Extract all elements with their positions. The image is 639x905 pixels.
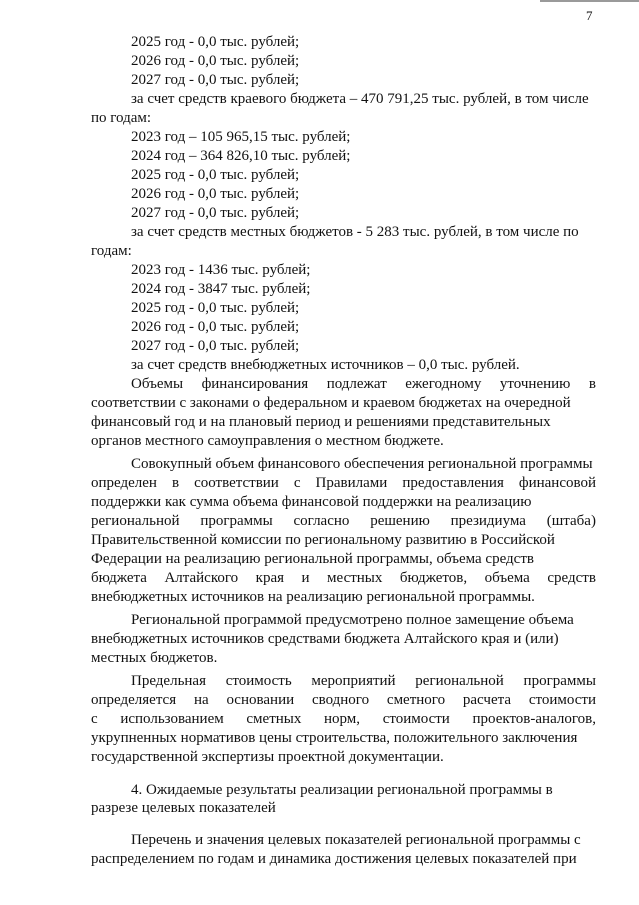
text-line: по годам: (91, 110, 152, 126)
word: финансирования (201, 376, 309, 392)
word: предоставления (402, 475, 504, 491)
word: Предельная (131, 673, 206, 689)
section-heading-continuation: разрезе целевых показателей (91, 800, 276, 816)
word: Объемы (131, 376, 184, 392)
text-line-justified (91, 569, 596, 588)
text-line-justified (91, 474, 596, 493)
text-line: укрупненных нормативов цены строительства, положительного заключения (91, 730, 578, 746)
text-line: Региональной программой предусмотрено полное замещение объема (131, 612, 574, 628)
word: местных (327, 570, 383, 586)
text-line: 2026 год - 0,0 тыс. рублей; (131, 186, 300, 202)
page-number: 7 (586, 8, 593, 23)
document-body (91, 33, 596, 869)
word: в (171, 475, 180, 491)
word: сводного (311, 692, 370, 708)
text-line: за счет средств краевого бюджета – 470 791,25 тыс. рублей, в том числе (131, 91, 589, 107)
text-line: Перечень и значения целевых показателей региональной программы с (131, 832, 581, 848)
word: использованием (120, 711, 224, 727)
text-line-justified (91, 672, 596, 691)
text-line: 2027 год - 0,0 тыс. рублей; (131, 72, 300, 88)
word: в (588, 376, 596, 392)
word: сметных (246, 711, 302, 727)
word: проектов-аналогов, (472, 711, 596, 727)
text-line: 2025 год - 0,0 тыс. рублей; (131, 34, 300, 50)
text-line: распределением по годам и динамика достижения целевых показателей при (91, 851, 577, 867)
word: норм, (324, 711, 361, 727)
text-line: 2023 год – 105 965,15 тыс. рублей; (131, 129, 351, 145)
word: с (91, 711, 98, 727)
word: президиума (450, 513, 526, 529)
text-line: 2023 год - 1436 тыс. рублей; (131, 262, 311, 278)
word: сметного (386, 692, 446, 708)
text-line: местных бюджетов. (91, 650, 218, 666)
word: Правилами (315, 475, 388, 491)
text-line-justified (91, 512, 596, 531)
word: программы (523, 673, 596, 689)
text-line-justified (91, 710, 596, 729)
text-line: финансовый год и на плановый период и решениями представительных (91, 414, 551, 430)
text-line-justified (91, 691, 596, 710)
text-line: 2026 год - 0,0 тыс. рублей; (131, 53, 300, 69)
text-line: годам: (91, 243, 132, 259)
text-line: за счет средств местных бюджетов - 5 283 тыс. рублей, в том числе по (131, 224, 579, 240)
word: бюджетов, (399, 570, 468, 586)
text-line: 2026 год - 0,0 тыс. рублей; (131, 319, 300, 335)
text-line: органов местного самоуправления о местном бюджете. (91, 433, 444, 449)
text-line: внебюджетных источников средствами бюджета Алтайского края и (или) (91, 631, 559, 647)
word: стоимости (528, 692, 596, 708)
section-heading: 4. Ожидаемые результаты реализации региональной программы в (131, 782, 553, 798)
text-line-justified (91, 375, 596, 394)
text-line: внебюджетных источников на реализацию региональной программы. (91, 589, 535, 605)
text-line: Федерации на реализацию региональной программы, объема средств (91, 551, 534, 567)
text-line: 2025 год - 0,0 тыс. рублей; (131, 300, 300, 316)
word: ежегодному (405, 376, 482, 392)
word: расчета (462, 692, 512, 708)
text-line: 2027 год - 0,0 тыс. рублей; (131, 338, 300, 354)
text-line: 2024 год - 3847 тыс. рублей; (131, 281, 311, 297)
text-line: за счет средств внебюджетных источников – 0,0 тыс. рублей. (131, 357, 520, 373)
text-line: 2024 год – 364 826,10 тыс. рублей; (131, 148, 351, 164)
word: бюджета (91, 570, 147, 586)
word: стоимость (225, 673, 292, 689)
word: на (193, 692, 209, 708)
text-line: Совокупный объем финансового обеспечения региональной программы (131, 456, 593, 472)
word: региональной (91, 513, 180, 529)
text-line: 2025 год - 0,0 тыс. рублей; (131, 167, 300, 183)
word: стоимости (382, 711, 450, 727)
text-line: поддержки как сумма объема финансовой поддержки на реализацию (91, 494, 532, 510)
text-line: государственной экспертизы проектной документации. (91, 749, 444, 765)
word: края (255, 570, 285, 586)
word: определяется (91, 692, 177, 708)
word: объема (484, 570, 530, 586)
word: программы (200, 513, 273, 529)
word: и (301, 570, 310, 586)
word: решению (370, 513, 430, 529)
word: определен (91, 475, 157, 491)
text-line: Правительственной комиссии по региональному развитию в Российской (91, 532, 555, 548)
word: подлежат (326, 376, 387, 392)
word: основании (226, 692, 295, 708)
top-rule (540, 0, 639, 2)
word: согласно (293, 513, 350, 529)
text-line: 2027 год - 0,0 тыс. рублей; (131, 205, 300, 221)
word: уточнению (499, 376, 571, 392)
text-line: соответствии с законами о федеральном и краевом бюджетах на очередной (91, 395, 571, 411)
word: соответствии (194, 475, 279, 491)
word: с (293, 475, 301, 491)
word: мероприятий (311, 673, 396, 689)
word: региональной (415, 673, 504, 689)
word: (штаба) (546, 513, 596, 529)
word: финансовой (518, 475, 596, 491)
word: Алтайского (164, 570, 239, 586)
word: средств (547, 570, 596, 586)
